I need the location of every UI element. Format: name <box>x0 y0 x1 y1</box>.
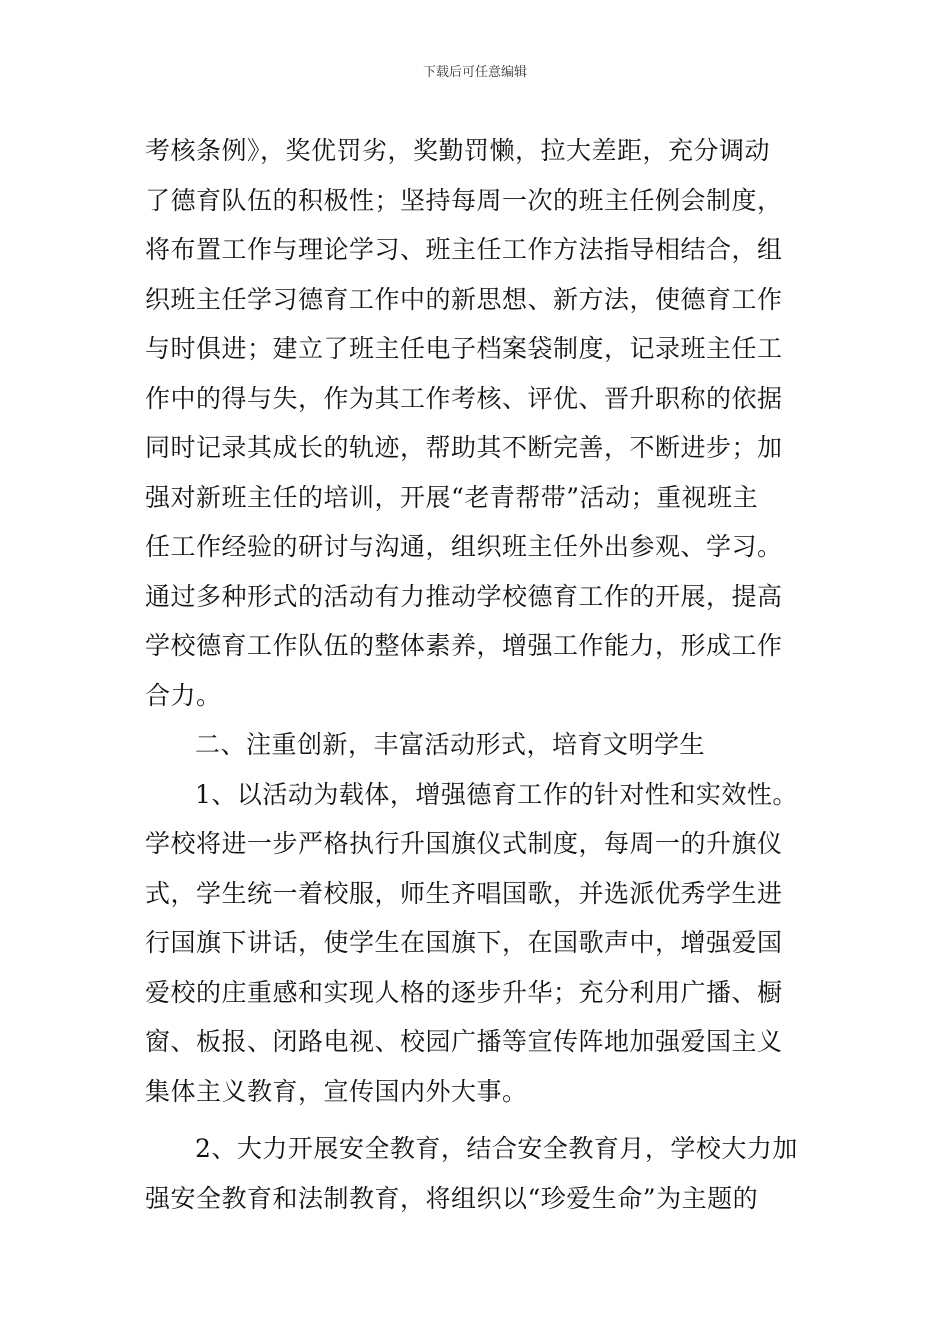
text-line: 织班主任学习德育工作中的新思想、新方法，使德育工作 <box>145 284 783 314</box>
text-line: 强对新班主任的培训，开展“老青帮带”活动；重视班主 <box>145 482 759 512</box>
text-line: 行国旗下讲话，使学生在国旗下，在国歌声中，增强爱国 <box>145 928 783 957</box>
text-line: 同时记录其成长的轨迹，帮助其不断完善，不断进步；加 <box>145 433 783 462</box>
text-line: 学校德育工作队伍的整体素养，增强工作能力，形成工作 <box>145 631 783 660</box>
text-line: 学校将进一步严格执行升国旗仪式制度，每周一的升旗仪 <box>145 829 783 858</box>
text-line: 强安全教育和法制教育，将组织以“珍爱生命”为主题的 <box>145 1183 759 1213</box>
text-line: 1、以活动为载体，增强德育工作的针对性和实效性。 <box>195 779 798 809</box>
text-line: 2、大力开展安全教育，结合安全教育月，学校大力加 <box>195 1134 798 1163</box>
text-line: 了德育队伍的积极性；坚持每周一次的班主任例会制度， <box>145 185 783 215</box>
text-line: 爱校的庄重感和实现人格的逐步升华；充分利用广播、橱 <box>145 977 783 1007</box>
paragraph-3 <box>145 1124 815 1223</box>
text-line: 与时俱进；建立了班主任电子档案袋制度，记录班主任工 <box>145 334 783 363</box>
text-line: 作中的得与失，作为其工作考核、评优、晋升职称的依据 <box>145 383 783 413</box>
section-heading: 二、注重创新，丰富活动形式，培育文明学生 <box>195 730 706 759</box>
text-line: 将布置工作与理论学习、班主任工作方法指导相结合，组 <box>145 235 783 264</box>
paragraph-2 <box>145 770 815 1117</box>
paragraph-spacer <box>145 1116 815 1124</box>
text-line: 式，学生统一着校服，师生齐唱国歌，并选派优秀学生进 <box>145 878 783 908</box>
text-line: 窗、板报、闭路电视、校园广播等宣传阵地加强爱国主义 <box>145 1027 783 1056</box>
document-body <box>145 126 815 1223</box>
text-line: 集体主义教育，宣传国内外大事。 <box>145 1076 528 1106</box>
text-line: 通过多种形式的活动有力推动学校德育工作的开展，提高 <box>145 581 783 611</box>
text-line: 考核条例》，奖优罚劣，奖勤罚懒，拉大差距，充分调动 <box>145 136 771 165</box>
text-line: 合力。 <box>145 680 222 710</box>
text-line: 任工作经验的研讨与沟通，组织班主任外出参观、学习。 <box>145 532 783 561</box>
page-header: 下载后可任意编辑 <box>422 65 527 80</box>
paragraph-1 <box>145 126 815 720</box>
